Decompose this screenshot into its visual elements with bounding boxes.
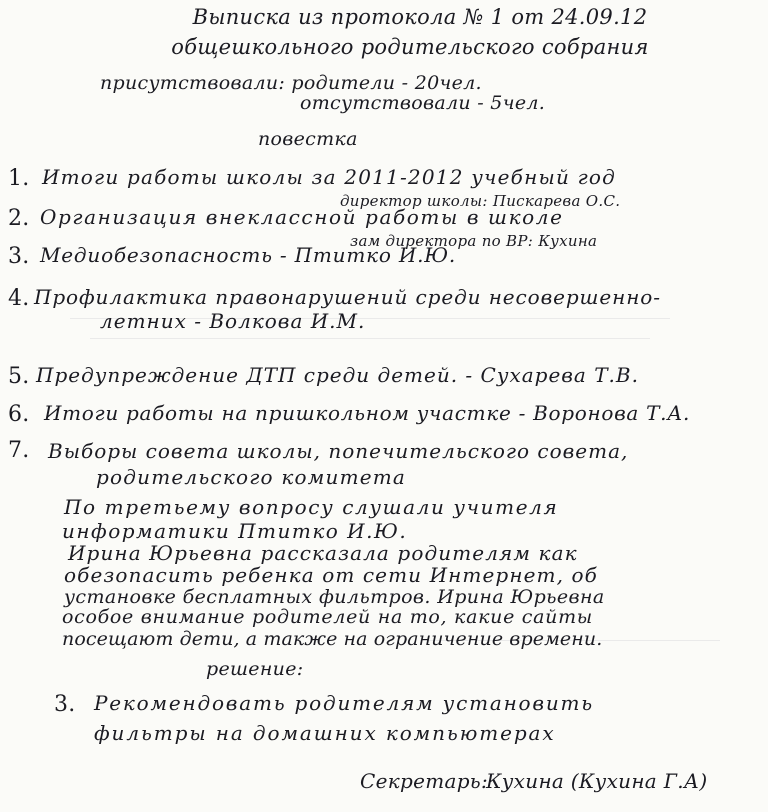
signature-label: Секретарь: bbox=[360, 769, 489, 793]
agenda-item-text: Предупреждение ДТП среди детей. - Сухарева Т.В. bbox=[36, 363, 639, 387]
agenda-item-text: Организация внеклассной работы в школе bbox=[40, 205, 564, 229]
agenda-item-text: Итоги работы на пришкольном участке - Воронова Т.А. bbox=[44, 401, 691, 425]
minutes-line: обезопасить ребенка от сети Интернет, об bbox=[64, 563, 598, 587]
minutes-line: Ирина Юрьевна рассказала родителям как bbox=[68, 541, 578, 565]
decision-title: решение: bbox=[206, 658, 304, 680]
show-through-line bbox=[90, 338, 650, 339]
agenda-item-text: Медиобезопасность - Птитко И.Ю. bbox=[40, 243, 457, 267]
minutes-line: По третьему вопросу слушали учителя bbox=[64, 495, 559, 519]
agenda-item-number: 1. bbox=[8, 166, 30, 191]
minutes-line: информатики Птитко И.Ю. bbox=[62, 519, 408, 543]
agenda-item-text-continued: родительского комитета bbox=[96, 465, 407, 489]
agenda-item-text: Выборы совета школы, попечительского совета, bbox=[48, 439, 629, 463]
protocol-subtitle: общешкольного родительского собрания bbox=[171, 35, 649, 59]
protocol-title: Выписка из протокола № 1 от 24.09.12 bbox=[192, 5, 648, 29]
agenda-item-speaker: зам директора по ВР: Кухина bbox=[350, 232, 598, 250]
agenda-item-text: Итоги работы школы за 2011-2012 учебный год bbox=[42, 165, 617, 189]
minutes-line: особое внимание родителей на то, какие сайты bbox=[62, 606, 593, 628]
agenda-item-number: 6. bbox=[8, 402, 30, 427]
minutes-line: посещают дети, а также на ограничение времени. bbox=[62, 628, 603, 650]
decision-line: фильтры на домашних компьютерах bbox=[94, 721, 556, 745]
agenda-item-number: 2. bbox=[8, 206, 30, 231]
agenda-item-number: 4. bbox=[8, 286, 30, 311]
decision-line: Рекомендовать родителям установить bbox=[94, 691, 594, 715]
signature-text: Кухина (Кухина Г.А) bbox=[486, 769, 708, 793]
agenda-item-number: 5. bbox=[8, 364, 30, 389]
attendance-present: присутствовали: родители - 20чел. bbox=[100, 72, 482, 94]
agenda-item-number: 3. bbox=[8, 244, 30, 269]
agenda-item-number: 7. bbox=[8, 438, 30, 463]
agenda-item-text-continued: летних - Волкова И.М. bbox=[100, 309, 366, 333]
agenda-item-speaker: директор школы: Пискарева О.С. bbox=[340, 192, 621, 210]
attendance-absent: отсутствовали - 5чел. bbox=[300, 92, 546, 114]
agenda-title: повестка bbox=[258, 128, 358, 150]
decision-number: 3. bbox=[54, 692, 76, 717]
agenda-item-text: Профилактика правонарушений среди несовершенно- bbox=[34, 285, 661, 309]
minutes-line: установке бесплатных фильтров. Ирина Юрьевна bbox=[64, 586, 605, 608]
